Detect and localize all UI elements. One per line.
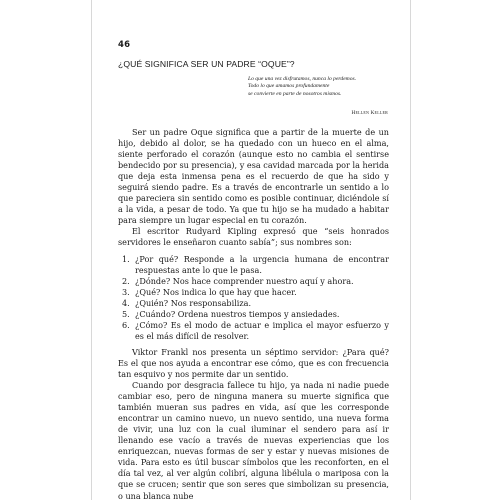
epigraph [248, 76, 388, 98]
body-text [118, 127, 389, 500]
list-item-text: ¿Por qué? Responde a la urgencia humana de encontrar respuestas ante lo que le pasa. [135, 253, 389, 275]
list-item-text: ¿Cuándo? Ordena nuestros tiempos y ansiedades. [135, 308, 340, 319]
paragraph: Cuando por desgracia fallece tu hijo, ya nada ni nadie puede cambiar eso, pero de ninguna manera su muerte significa que también mueran sus padres en vida, así que les corresponde encontrar un camino nuevo, un nuevo sentido, una nueva forma de vivir, una luz con la cual iluminar el sendero para así ir llenando ese vacío a través de nuevas experiencias que los enriquezcan, nuevas formas de ser y estar y nuevas misiones de vida. Para esto es útil buscar símbolos que les reconforten, en el día tal vez, al ver algún colibrí, alguna libélula o mariposa con la que se crucen; sentir que son seres que simbolizan su presencia, o una blanca nube [118, 380, 389, 500]
epigraph-line: Todo lo que amamos profundamente [248, 83, 330, 90]
page-number: 46 [118, 40, 131, 50]
list-item [122, 253, 389, 276]
list-item [122, 286, 389, 298]
list-item [122, 319, 389, 342]
epigraph-line: se convierte en parte de nosotros mismos. [248, 90, 342, 97]
epigraph-line: Lo que una vez disfrutamos, nunca lo perdemos. [248, 76, 357, 82]
book-page [91, 0, 411, 500]
list-item [122, 275, 389, 287]
list-item [122, 308, 389, 320]
paragraph: Ser un padre Oque significa que a partir de la muerte de un hijo, debido al dolor, se ha quedado con un hueco en el alma, siente perforado el corazón (aunque esto no cambia el sentirse bendecido por su presencia), y esa cavidad marcada por la herida que deja esta inmensa pena es el recuerdo de que ha sido y seguirá siendo padre. Es a través de encontrarle un sentido a lo que pareciera sin sentido como es posible continuar, diciéndole sí a la vida, a pesar de todo. Ya que tu hijo se ha mudado a habitar para siempre un lugar especial en tu corazón. [118, 127, 389, 226]
list-item-text: ¿Qué? Nos indica lo que hay que hacer. [135, 286, 297, 297]
list-item-number: 5. [122, 308, 130, 319]
list-item-number: 2. [122, 275, 130, 286]
list-item-text: ¿Dónde? Nos hace comprender nuestro aquí y ahora. [135, 275, 354, 286]
list-item-text: ¿Quién? Nos responsabiliza. [135, 297, 252, 308]
list-item-text: ¿Cómo? Es el modo de actuar e implica el mayor esfuerzo y es el más difícil de resolver. [135, 319, 389, 341]
list-item-number: 3. [122, 286, 130, 297]
list-item [122, 297, 389, 309]
epigraph-author: Hellen Keller [351, 110, 388, 116]
paragraph: El escritor Rudyard Kipling expresó que “seis honrados servidores le enseñaron cuanto sabía”; sus nombres son: [118, 226, 389, 248]
chapter-title: ¿QUÉ SIGNIFICA SER UN PADRE “OQUE”? [118, 59, 295, 69]
list-item-number: 1. [122, 253, 130, 264]
list-item-number: 6. [122, 319, 130, 330]
servants-list [118, 254, 389, 342]
paragraph: Viktor Frankl nos presenta un séptimo servidor: ¿Para qué? Es el que nos ayuda a encontrar ese cómo, que es con frecuencia tan esquivo y nos permite dar un sentido. [118, 346, 389, 379]
list-item-number: 4. [122, 297, 130, 308]
